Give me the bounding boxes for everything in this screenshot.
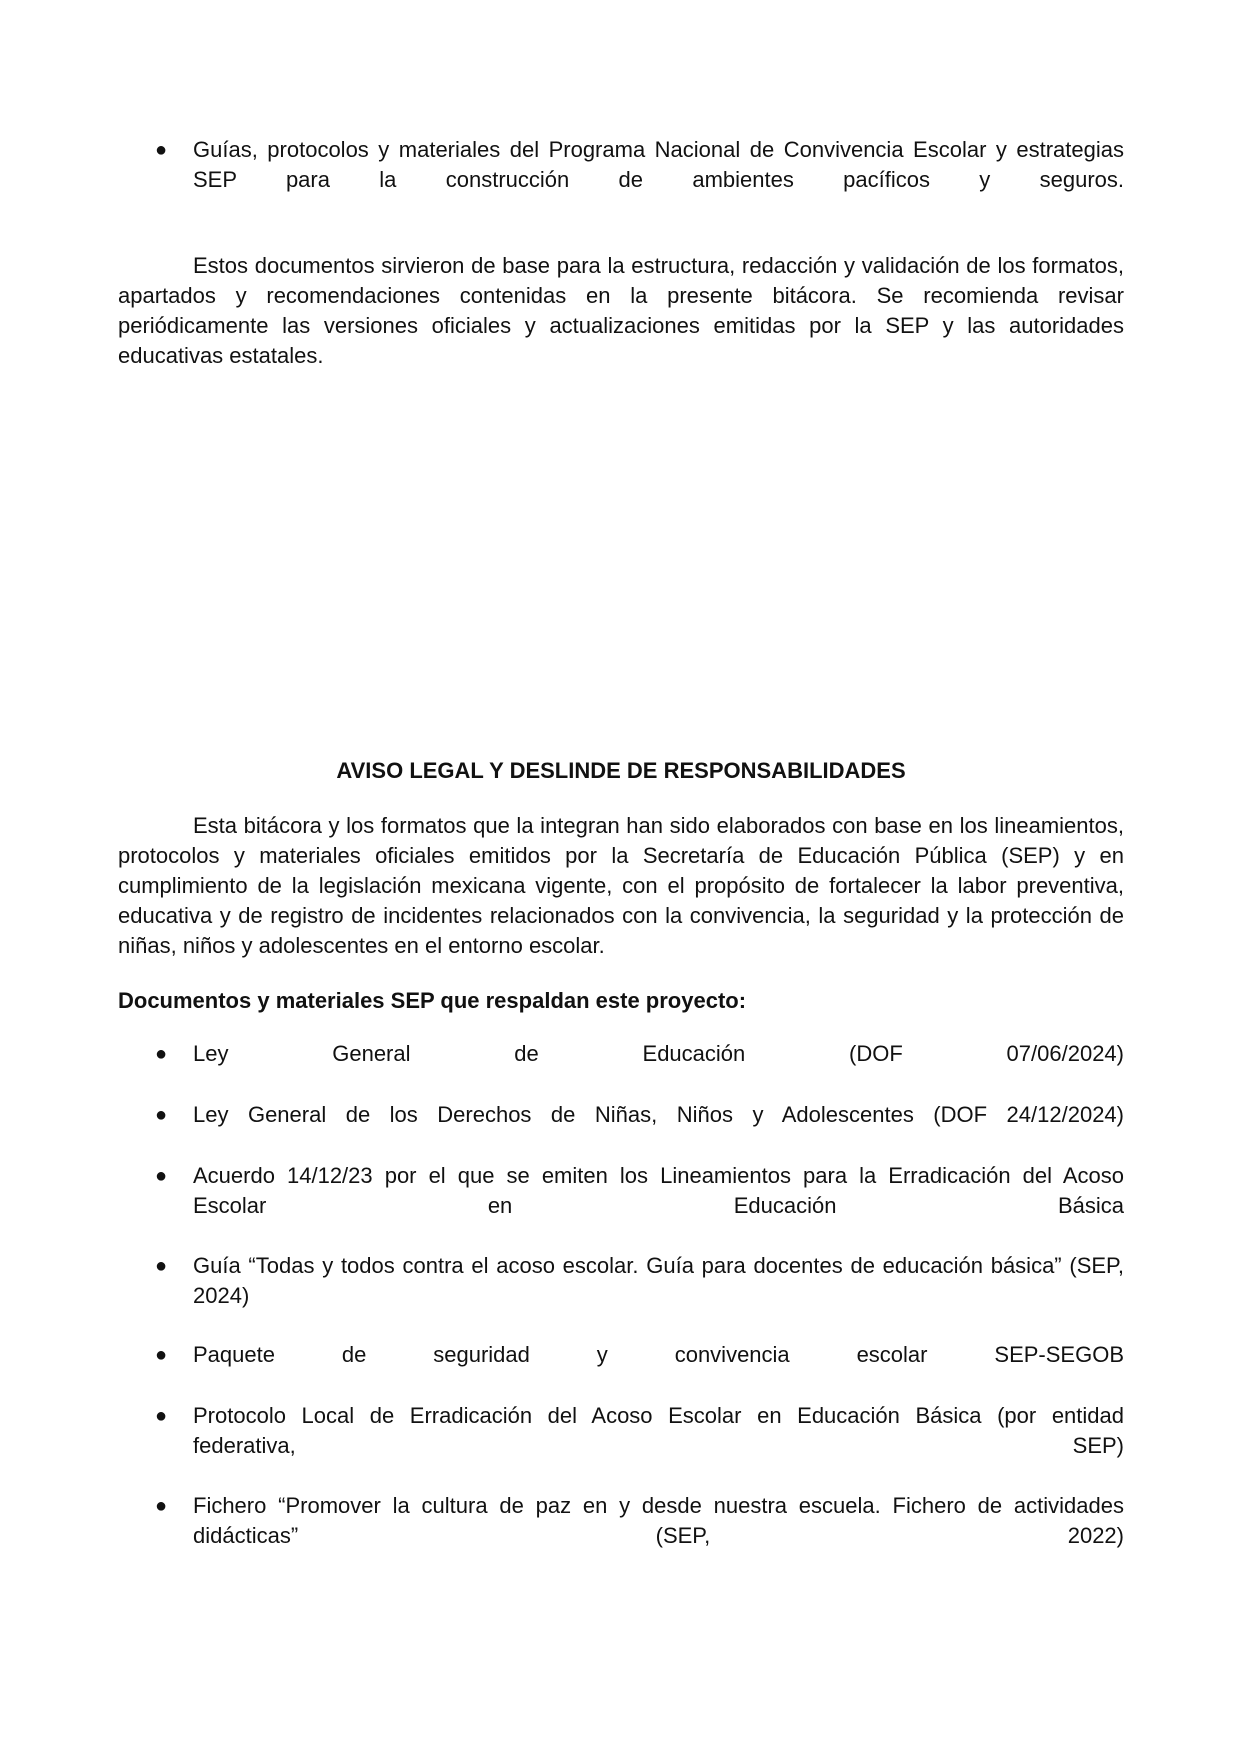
list-item-text: Ley General de los Derechos de Niñas, Niños y Adolescentes (DOF 24/12/2024) — [193, 1102, 1124, 1127]
bullet-icon: ● — [155, 1255, 168, 1277]
list-item-text: Guías, protocolos y materiales del Programa Nacional de Convivencia Escolar y estrategias SEP para la construcción de ambientes pacíficos y seguros. — [193, 137, 1124, 192]
list-item-text: Fichero “Promover la cultura de paz en y desde nuestra escuela. Fichero de actividades didácticas” (SEP, 2022) — [193, 1493, 1124, 1548]
bullet-icon: ● — [155, 1344, 168, 1366]
list-item-text: Protocolo Local de Erradicación del Acoso Escolar en Educación Básica (por entidad federativa, SEP) — [193, 1403, 1124, 1458]
bullet-icon: ● — [155, 1165, 168, 1187]
list-item-text: Paquete de seguridad y convivencia escolar SEP-SEGOB — [193, 1342, 1124, 1367]
list-item-text: Acuerdo 14/12/23 por el que se emiten los Lineamientos para la Erradicación del Acoso Escolar en Educación Básica — [193, 1163, 1124, 1218]
documents-heading: Documentos y materiales SEP que respaldan este proyecto: — [118, 988, 747, 1013]
bullet-icon: ● — [155, 1043, 168, 1065]
bullet-icon: ● — [155, 139, 168, 161]
bullet-icon: ● — [155, 1405, 168, 1427]
bullet-icon: ● — [155, 1495, 168, 1517]
bullet-icon: ● — [155, 1104, 168, 1126]
list-item-text: Guía “Todas y todos contra el acoso escolar. Guía para docentes de educación básica” (SEP, 2024) — [193, 1253, 1124, 1308]
intro-paragraph: Estos documentos sirvieron de base para la estructura, redacción y validación de los formatos, apartados y recomendaciones contenidas en la presente bitácora. Se recomienda revisar periódicamente las versiones oficiales y actualizaciones emitidas por la SEP y las autoridades educativas estatales. — [118, 253, 1124, 368]
legal-paragraph: Esta bitácora y los formatos que la integran han sido elaborados con base en los lineamientos, protocolos y materiales oficiales emitidos por la Secretaría de Educación Pública (SEP) y en cumplimiento de la legislación mexicana vigente, con el propósito de fortalecer la labor preventiva, educativa y de registro de incidentes relacionados con la convivencia, la seguridad y la protección de niñas, niños y adolescentes en el entorno escolar. — [118, 813, 1124, 958]
list-item-text: Ley General de Educación (DOF 07/06/2024) — [193, 1041, 1124, 1066]
legal-heading: AVISO LEGAL Y DESLINDE DE RESPONSABILIDADES — [336, 758, 906, 783]
